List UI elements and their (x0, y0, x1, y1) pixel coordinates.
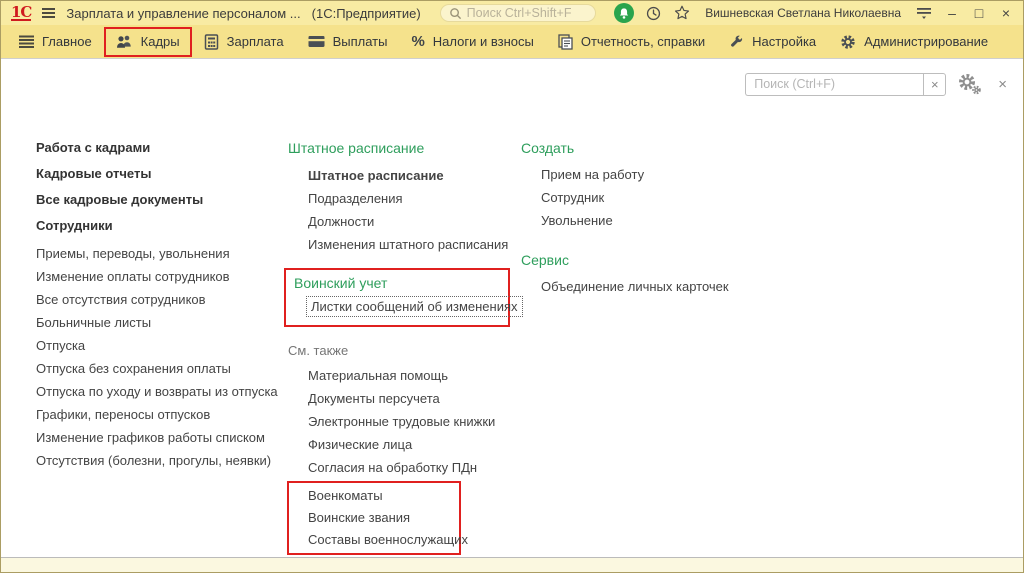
global-search-placeholder: Поиск Ctrl+Shift+F (466, 6, 572, 20)
annotation-box-military-refs (287, 481, 468, 555)
calculator-icon (204, 34, 219, 50)
see-also-item[interactable]: Согласия на обработку ПДн (308, 460, 478, 475)
staffing-item[interactable]: Изменения штатного расписания (308, 237, 509, 252)
notifications-bell-icon[interactable] (614, 3, 634, 23)
see-also-label: См. также (288, 343, 349, 358)
see-also-item[interactable]: Составы военнослужащих (308, 532, 468, 547)
service-header: Сервис (521, 252, 569, 268)
tab-glavnoe[interactable] (7, 28, 104, 56)
search-clear-icon[interactable]: × (923, 73, 946, 96)
favorites-star-icon[interactable] (672, 3, 692, 23)
tab-nalogi[interactable] (399, 28, 545, 56)
card-icon (308, 35, 325, 48)
tab-label: Налоги и взносы (432, 34, 534, 49)
app-name: (1С:Предприятие) (311, 5, 421, 21)
military-item-focused[interactable]: Листки сообщений об изменениях (306, 296, 523, 317)
minimize-button[interactable]: – (948, 5, 956, 21)
military-header: Воинский учет (294, 275, 388, 291)
status-bar (1, 557, 1023, 572)
left-item[interactable]: Все отсутствия сотрудников (36, 292, 206, 307)
left-featured-item[interactable]: Кадровые отчеты (36, 166, 152, 181)
column-create-service (521, 135, 771, 298)
see-also-item[interactable]: Военкоматы (308, 488, 383, 503)
left-featured-item[interactable]: Работа с кадрами (36, 140, 151, 155)
main-menu-hamburger-icon[interactable] (40, 6, 57, 20)
user-menu-icon[interactable] (914, 3, 934, 23)
wrench-icon (729, 34, 744, 49)
window-title: Зарплата и управление персоналом ... (66, 5, 301, 21)
left-item[interactable]: Приемы, переводы, увольнения (36, 246, 230, 261)
see-also-item[interactable]: Физические лица (308, 437, 413, 452)
panel-controls (745, 72, 1007, 96)
staffing-header: Штатное расписание (288, 140, 425, 156)
see-also-item[interactable]: Воинские звания (308, 510, 411, 525)
report-icon (558, 34, 573, 50)
staffing-item[interactable]: Подразделения (308, 191, 403, 206)
left-item[interactable]: Отпуска (36, 338, 86, 353)
tab-otchetnost[interactable] (546, 28, 717, 56)
people-icon (116, 34, 133, 49)
left-featured-item[interactable]: Все кадровые документы (36, 192, 204, 207)
tab-kadry[interactable] (104, 27, 192, 57)
left-item[interactable]: Отсутствия (болезни, прогулы, неявки) (36, 453, 272, 468)
tab-label: Настройка (752, 34, 817, 49)
create-item[interactable]: Сотрудник (541, 190, 605, 205)
service-item[interactable]: Объединение личных карточек (541, 279, 729, 294)
title-bar (1, 1, 1023, 25)
tab-vyplaty[interactable] (296, 28, 400, 56)
left-item[interactable]: Графики, переносы отпусков (36, 407, 211, 422)
gear-icon (840, 34, 856, 50)
current-user-name[interactable]: Вишневская Светлана Николаевна (705, 6, 901, 20)
left-item[interactable]: Больничные листы (36, 315, 152, 330)
search-icon (449, 7, 462, 20)
create-header: Создать (521, 140, 575, 156)
tab-label: Выплаты (332, 34, 388, 49)
panel-search-input[interactable] (745, 73, 923, 96)
tab-label: Кадры (140, 34, 180, 49)
left-item[interactable]: Изменение оплаты сотрудников (36, 269, 230, 284)
panel-close-icon[interactable]: × (998, 75, 1007, 93)
tab-nastroyka[interactable] (717, 28, 828, 56)
column-work-with-staff (36, 135, 286, 472)
left-item[interactable]: Отпуска без сохранения оплаты (36, 361, 231, 376)
1c-logo: 1С (11, 3, 32, 21)
staffing-featured-item[interactable]: Штатное расписание (308, 168, 444, 183)
tab-label: Администрирование (864, 34, 989, 49)
percent-icon: % (411, 33, 425, 50)
panel-settings-gears-icon[interactable] (956, 72, 982, 96)
see-also-item[interactable]: Материальная помощь (308, 368, 449, 383)
history-icon[interactable] (643, 3, 663, 23)
create-item[interactable]: Прием на работу (541, 167, 645, 182)
annotation-box-military-group (284, 268, 518, 327)
staffing-item[interactable]: Должности (308, 214, 375, 229)
see-also-item[interactable]: Электронные трудовые книжки (308, 414, 496, 429)
sections-menu-bar (1, 25, 1023, 59)
tab-zarplata[interactable] (192, 28, 296, 56)
maximize-button[interactable]: □ (974, 5, 984, 21)
tab-label: Отчетность, справки (580, 34, 706, 49)
tab-administrirovanie[interactable] (828, 28, 1000, 56)
tab-label: Главное (42, 34, 92, 49)
left-item[interactable]: Изменение графиков работы списком (36, 430, 265, 445)
panel-search-group (745, 73, 946, 96)
column-staffing (288, 135, 528, 555)
functions-panel (1, 60, 1023, 557)
close-button[interactable]: × (1001, 5, 1011, 21)
create-item[interactable]: Увольнение (541, 213, 613, 228)
global-search-input[interactable] (440, 4, 597, 22)
left-item[interactable]: Отпуска по уходу и возвраты из отпуска (36, 384, 278, 399)
left-featured-item[interactable]: Сотрудники (36, 218, 113, 233)
see-also-item[interactable]: Документы персучета (308, 391, 440, 406)
tab-label: Зарплата (226, 34, 284, 49)
list-icon (19, 35, 34, 48)
